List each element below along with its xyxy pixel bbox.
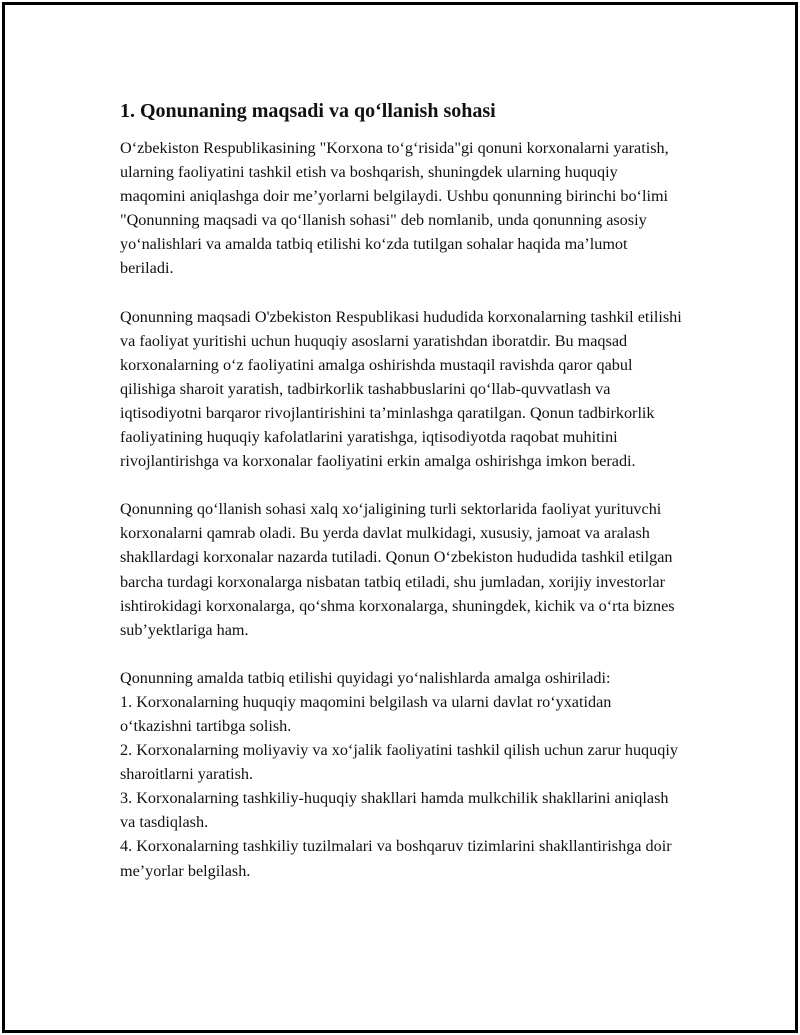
paragraph-intro: O‘zbekiston Respublikasining "Korxona to‘g‘risida"gi qonuni korxonalarni yaratish, ularning faoliyatini tashkil etish va boshqarish, shuningdek ularning huquqiy maqomini aniqlashga doir me’yorlarni belgilaydi. Ushbu qonunning birinchi bo‘limi "Qonunning maqsadi va qo‘llanish sohasi" deb nomlanib, unda qonunning asosiy yo‘nalishlari va amalda tatbiq etilishi ko‘zda tutilgan sohalar haqida ma’lumot beriladi. <box>120 139 669 278</box>
paragraph-purpose: Qonunning maqsadi O'zbekiston Respublikasi hududida korxonalarning tashkil etilishi va faoliyat yuritishi uchun huquqiy asoslarni yaratishdan iboratdir. Bu maqsad korxonalarning o‘z faoliyatini amalga oshirishda mustaqil ravishda qaror qabul qilishiga sharoit yaratish, tadbirkorlik tashabbuslarini qo‘llab-quvvatlash va iqtisodiyotni barqaror rivojlantirishini ta’minlashga qaratilgan. Qonun tadbirkorlik faoliyatining huquqiy kafolatlarini yaratishga, iqtisodiyotda raqobat muhitini rivojlantirishga va korxonalar faoliyatini erkin amalga oshirishga imkon beradi. <box>120 307 682 471</box>
paragraph-scope: Qonunning qo‘llanish sohasi xalq xo‘jaligining turli sektorlarida faoliyat yurituvchi korxonalarni qamrab oladi. Bu yerda davlat mulkidagi, xususiy, jamoat va aralash shakllardagi korxonalar nazarda tutiladi. Qonun O‘zbekiston hududida tashkil etilgan barcha turdagi korxonalarga nisbatan tatbiq etiladi, shu jumladan, xorijiy investorlar ishtirokidagi korxonalarga, qo‘shma korxonalarga, shuningdek, kichik va o‘rta biznes sub’yektlariga ham. <box>120 500 675 639</box>
section-heading: 1. Qonunaning maqsadi va qo‘llanish sohasi <box>120 100 496 122</box>
list-item: 4. Korxonalarning tashkiliy tuzilmalari va boshqaruv tizimlarini shakllantirishga doir me’yorlar belgilash. <box>120 837 672 880</box>
list-item: 3. Korxonalarning tashkiliy-huquqiy shakllari hamda mulkchilik shakllarini aniqlash va tasdiqlash. <box>120 789 669 832</box>
list-item: 2. Korxonalarning moliyaviy va xo‘jalik faoliyatini tashkil qilish uchun zarur huquqiy sharoitlarni yaratish. <box>120 741 678 784</box>
numbered-list <box>120 690 685 883</box>
document-content <box>120 97 685 883</box>
list-intro: Qonunning amalda tatbiq etilishi quyidagi yo‘nalishlarda amalga oshiriladi: <box>120 668 611 687</box>
list-item: 1. Korxonalarning huquqiy maqomini belgilash va ularni davlat ro‘yxatidan o‘tkazishni tartibga solish. <box>120 692 612 735</box>
document-page <box>2 2 798 1033</box>
